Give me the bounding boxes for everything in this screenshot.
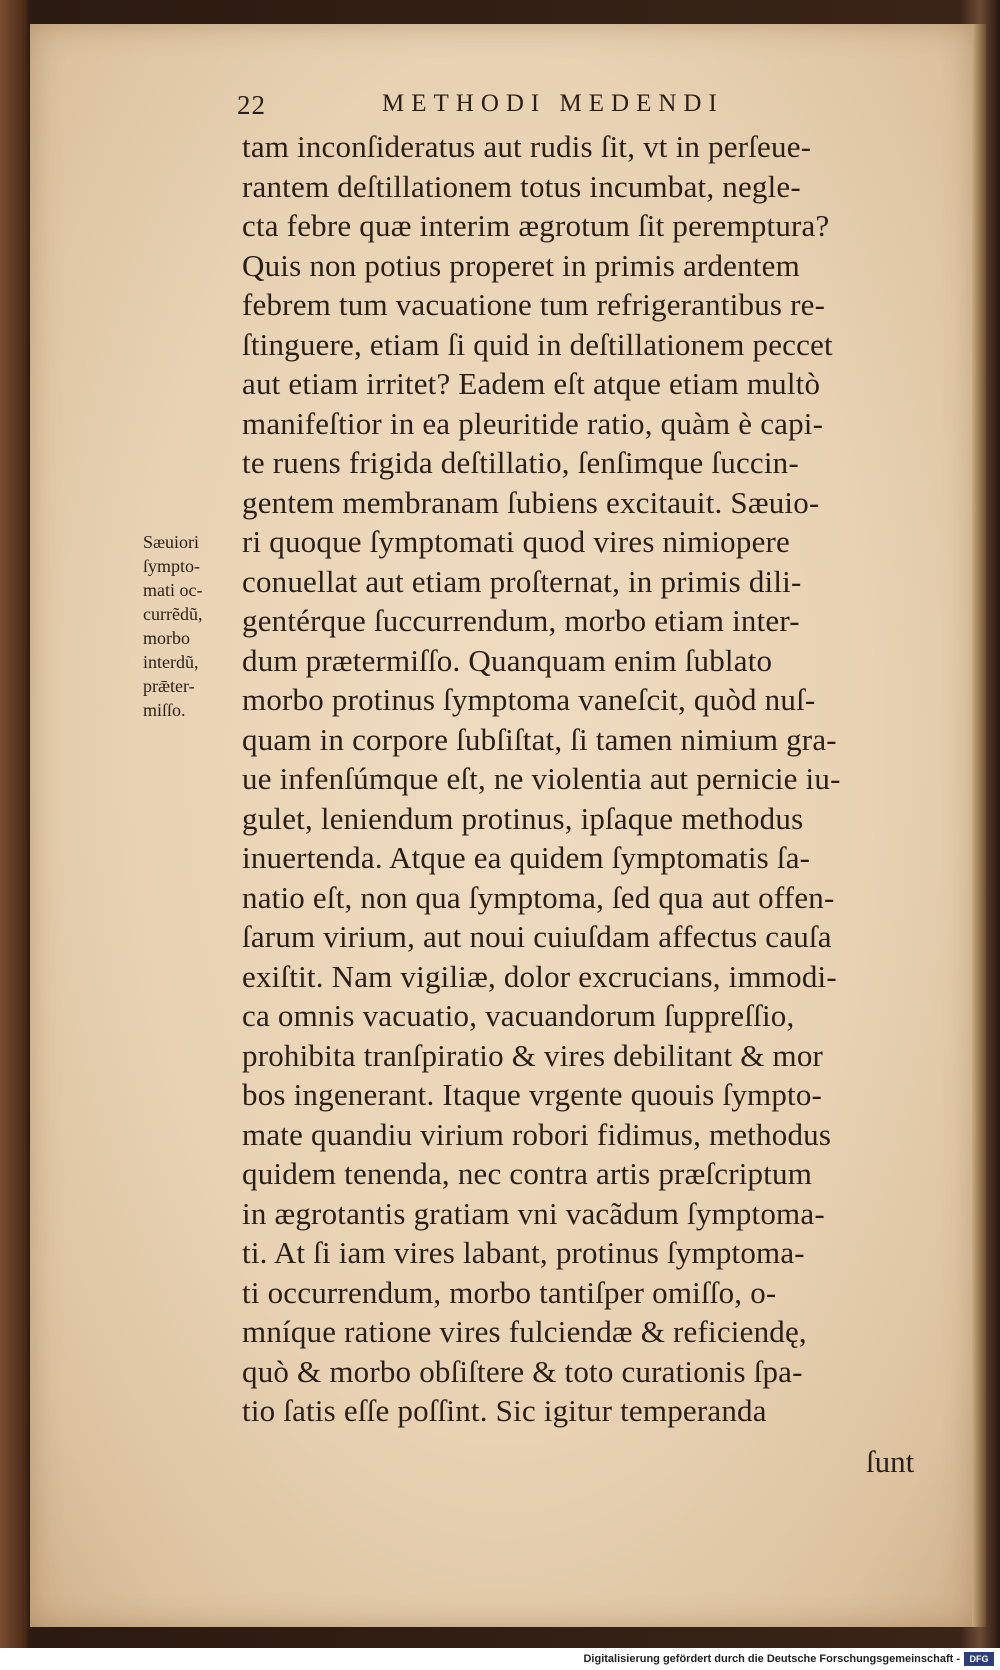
- text-line: inuertenda. Atque ea quidem ſymptomatis ſa-: [242, 840, 811, 875]
- marginal-note-line: Sæuiori: [143, 532, 200, 552]
- marginal-note-line: ſympto-: [143, 556, 200, 576]
- text-line: gentem membranam ſubiens excitauit. Sæuio-: [242, 484, 820, 520]
- marginal-note-line: interdũ,: [143, 652, 199, 672]
- running-title: METHODI MEDENDI: [382, 90, 724, 117]
- text-line: te ruens frigida deſtillatio, ſenſimque ſuccin-: [242, 445, 799, 480]
- text-line: conuellat aut etiam proſternat, in primis dili-: [242, 563, 802, 599]
- text-line: ſarum virium, aut noui cuiuſdam affectus cauſa: [242, 919, 832, 954]
- text-line: exiſtit. Nam vigiliæ, dolor excrucians, immodi-: [242, 958, 837, 994]
- text-line: ca omnis vacuatio, vacuandorum ſuppreſſio,: [242, 998, 795, 1033]
- running-head: [237, 90, 827, 124]
- text-line: dum prætermiſſo. Quanquam enim ſublato: [242, 642, 773, 678]
- text-line: febrem tum vacuatione tum refrigerantibus re-: [242, 287, 826, 322]
- text-line: bos ingenerant. Itaque vrgente quouis ſympto-: [242, 1077, 823, 1112]
- text-line: gentérque ſuccurrendum, morbo etiam inter-: [242, 603, 800, 638]
- marginal-note-line: miſſo.: [143, 700, 186, 720]
- text-line: in ægrotantis gratiam vni vacãdum ſymptoma-: [242, 1195, 825, 1231]
- dfg-logo: DFG: [964, 1652, 994, 1666]
- text-line: morbo protinus ſymptoma vaneſcit, quòd nuſ-: [242, 682, 816, 717]
- text-line: ſtinguere, etiam ſi quid in deſtillationem peccet: [242, 326, 833, 362]
- text-line: rantem deſtillationem totus incumbat, negle-: [242, 168, 801, 204]
- marginal-note-line: morbo: [143, 628, 190, 648]
- text-line: prohibita tranſpiratio & vires debilitant & mor: [242, 1037, 824, 1073]
- text-line: ri quoque ſymptomati quod vires nimiopere: [242, 524, 791, 559]
- marginal-note: [143, 530, 243, 722]
- text-line: ti. At ſi iam vires labant, protinus ſymptoma-: [242, 1235, 805, 1270]
- text-line: quò & morbo obſiſtere & toto curationis ſpa-: [242, 1353, 803, 1389]
- text-line: aut etiam irritet? Eadem eſt atque etiam multò: [242, 366, 821, 401]
- text-line: Quis non potius properet in primis ardentem: [242, 247, 800, 283]
- marginal-note-line: prǣter-: [143, 676, 195, 696]
- marginal-note-line: mati oc-: [143, 580, 203, 600]
- text-line: manifeſtior in ea pleuritide ratio, quàm è capi-: [242, 405, 824, 441]
- text-line: ti occurrendum, morbo tantiſper omiſſo, o-: [242, 1274, 777, 1310]
- text-line: tio ſatis eſſe poſſint. Sic igitur temperanda: [242, 1393, 767, 1428]
- page-edge: [972, 24, 986, 1627]
- funding-credit: Digitalisierung gefördert durch die Deutsche Forschungsgemeinschaft -: [583, 1653, 960, 1665]
- body-text: [242, 127, 942, 1431]
- text-line: cta febre quæ interim ægrotum ſit peremptura?: [242, 208, 830, 243]
- marginal-note-line: currẽdũ,: [143, 604, 203, 624]
- text-line: gulet, leniendum protinus, ipſaque methodus: [242, 800, 804, 836]
- text-line: ue infenſúmque eſt, ne violentia aut pernicie iu-: [242, 761, 841, 796]
- text-line: tam inconſideratus aut rudis ſit, vt in perſeue-: [242, 129, 812, 164]
- catchword: ſunt: [866, 1444, 915, 1479]
- page-number: 22: [237, 90, 266, 120]
- text-line: mate quandiu virium robori fidimus, methodus: [242, 1116, 832, 1152]
- text-line: quidem tenenda, nec contra artis præſcriptum: [242, 1156, 813, 1191]
- text-line: quam in corpore ſubſiſtat, ſi tamen nimium gra-: [242, 721, 837, 757]
- text-line: mníque ratione vires fulciendæ & reficiendę,: [242, 1314, 807, 1349]
- text-line: natio eſt, non qua ſymptoma, ſed qua aut offen-: [242, 879, 835, 915]
